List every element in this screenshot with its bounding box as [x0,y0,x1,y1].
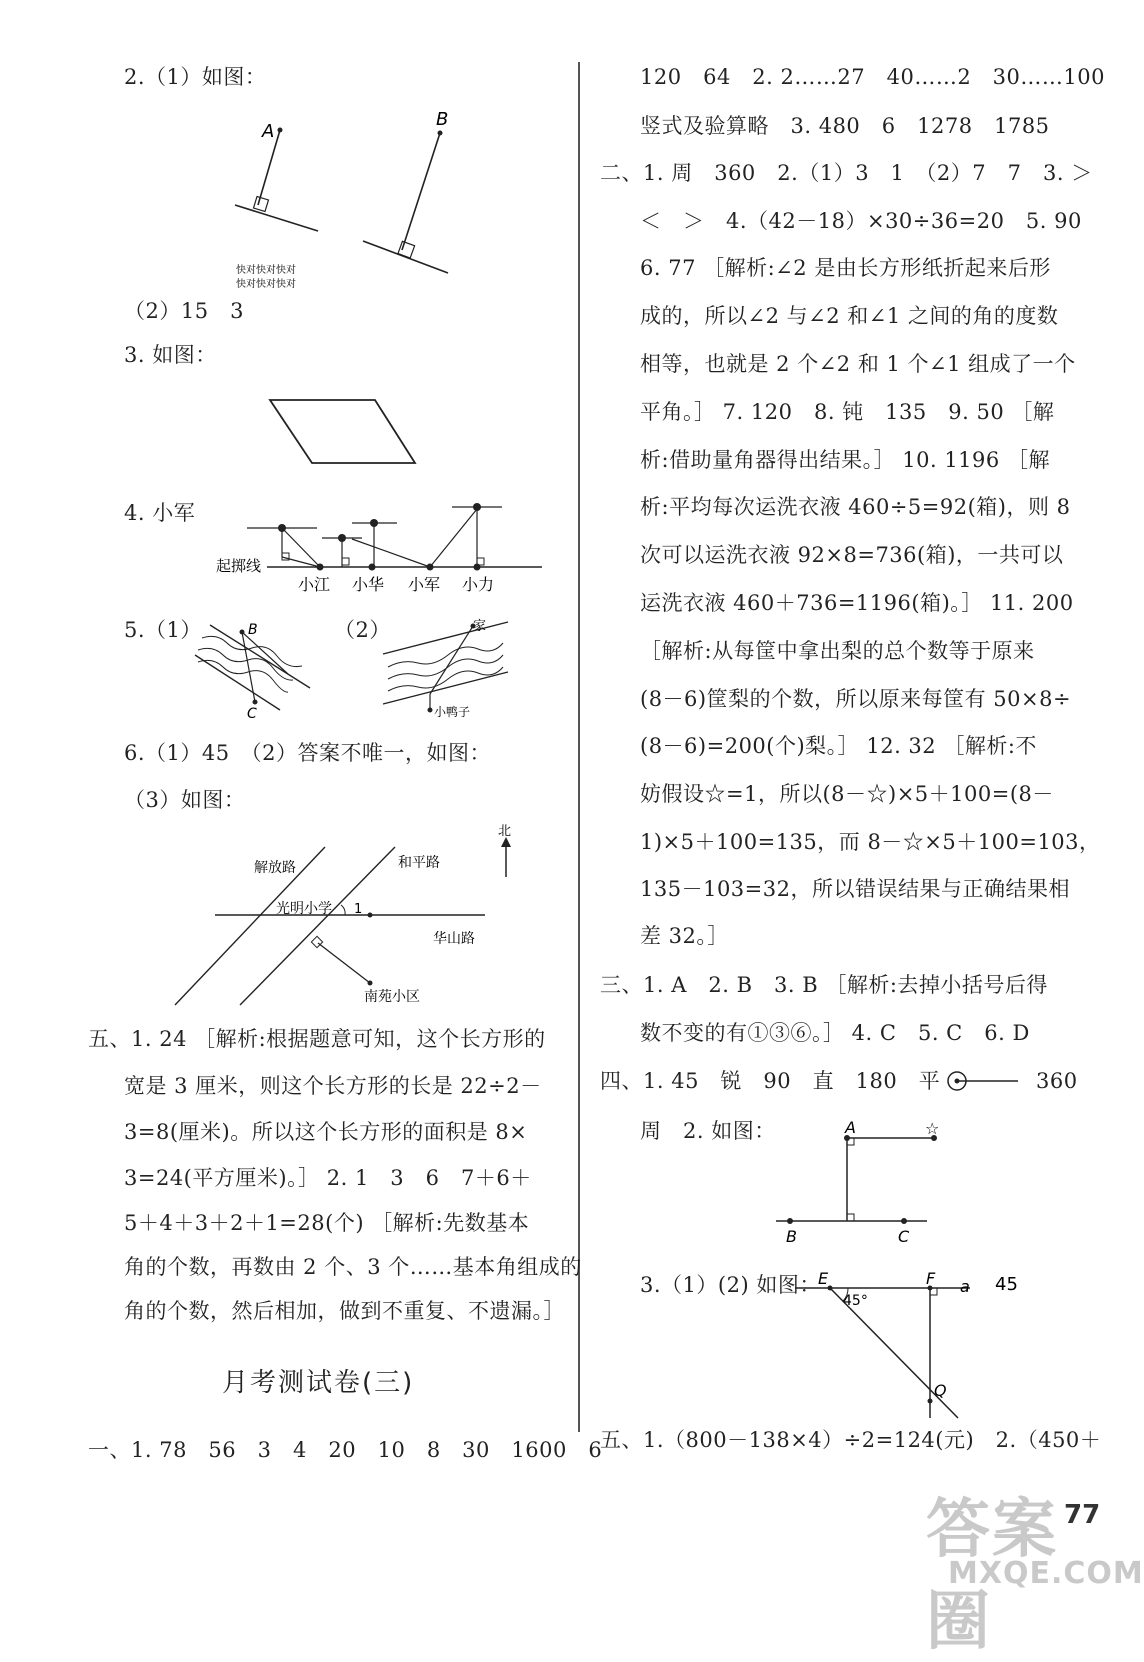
parallelogram-figure [260,395,430,475]
right-line-9: 析:借助量角器得出结果。］ 10. 1196 ［解 [640,448,1050,472]
right-line-10: 析:平均每次运洗衣液 460÷5=92(箱)，则 8 [640,495,1071,519]
s5-line-7: 角的个数，然后相加，做到不重复、不遗漏。］ [124,1299,565,1323]
river-point-c: C [247,706,257,722]
part1-answer-line: 一、1. 78 56 3 4 20 10 8 30 1600 6 [88,1438,603,1462]
section-title: 月考测试卷(三) [222,1368,415,1398]
kid-label-2: 小华 [352,575,385,594]
school-label: 光明小学 [276,901,332,917]
fig3-angle-label: 45° [843,1293,868,1309]
right-line-5: 6. 77 ［解析:∠2 是由长方形纸折起来后形 [640,256,1051,280]
fig3-answer-45: 45 [995,1274,1018,1295]
right-line-19: 差 32。］ [640,924,729,948]
point-b-label: B [436,109,449,130]
s5-line-4: 3=24(平方厘米)。］ 2. 1 3 6 7＋6＋ [124,1166,532,1190]
right-line-8: 平角。］ 7. 120 8. 钝 135 9. 50 ［解 [640,400,1055,424]
road-jiefang: 解放路 [254,860,296,876]
right-line-4: ＜ ＞ 4.（42－18）×30÷36=20 5. 90 [640,209,1082,233]
perpendicular-figure [230,105,470,295]
angle-label: 1 [354,902,363,917]
river-point-b: B [248,622,258,638]
s5-line-3: 3=8(厘米)。所以这个长方形的面积是 8× [124,1120,528,1144]
angle-figure [790,1268,1050,1430]
right-line-17: 1)×5＋100=135，而 8－☆×5＋100=103， [640,830,1101,854]
s4-line-1: 四、1. 45 锐 90 直 180 平 [600,1069,941,1093]
right-line-11: 次可以运洗衣液 92×8=736(箱)，一共可以 [640,543,1064,567]
fig2-point-b: B [786,1227,797,1246]
fig3-point-q: Q [934,1381,947,1400]
river-figure-1 [190,610,320,720]
right-line-7: 相等，也就是 2 个∠2 和 1 个∠1 组成了一个 [640,352,1076,376]
kid-label-1: 小江 [298,575,331,594]
q2-1-label: 2.（1）如图： [124,65,267,89]
watermark-url: MXQE.COM [948,1556,1144,1591]
right-line-14: (8－6)筐梨的个数，所以原来每筐有 50×8÷ [640,687,1072,711]
q2-2-answer: （2）15 3 [124,299,244,323]
s5-line-1: 五、1. 24 ［解析:根据题意可知，这个长方形的 [88,1027,546,1051]
point-a-label: A [262,121,275,142]
road-map-figure [200,825,530,1010]
tiny-text-1: 快对快对快对 [236,265,296,276]
q6-answer: 6.（1）45 （2）答案不唯一，如图： [124,741,491,765]
kid-label-4: 小力 [462,575,495,594]
right-line-13: ［解析:从每筐中拿出梨的总个数等于原来 [640,639,1035,663]
s5-right-line: 五、1.（800－138×4）÷2=124(元) 2.（450＋ [600,1428,1102,1452]
right-line-16: 妨假设☆=1，所以(8－☆)×5＋100=(8－ [640,782,1054,806]
north-label: 北 [498,824,512,839]
s4-360: 360 [1036,1069,1078,1093]
fig3-line-a: a [960,1277,970,1296]
right-line-21: 数不变的有①③⑥。］ 4. C 5. C 6. D [640,1021,1030,1045]
fig3-point-f: F [926,1269,936,1288]
throw-figure [212,495,552,595]
right-line-3: 二、1. 周 360 2.（1）3 1 （2）7 7 3. ＞ [600,161,1093,185]
s5-line-5: 5＋4＋3＋2＋1=28(个) ［解析:先数基本 [124,1211,530,1235]
page-number: 77 [1064,1500,1101,1530]
watermark-text: 答案圈 [926,1493,1058,1659]
right-line-20: 三、1. A 2. B 3. B ［解析:去掉小括号后得 [600,973,1048,997]
fig3-point-e: E [818,1269,829,1288]
s4-q3-label: 3.（1）(2) 如图： [640,1273,821,1297]
right-line-6: 成的，所以∠2 与∠2 和∠1 之间的角的度数 [640,304,1059,328]
right-line-2: 竖式及验算略 3. 480 6 1278 1785 [640,114,1050,138]
fig2-point-a: A [845,1118,856,1137]
road-huashan: 华山路 [433,931,475,947]
q3-label: 3. 如图： [124,343,217,367]
s5-line-6: 角的个数，再数由 2 个、3 个……基本角组成的 [124,1255,582,1279]
river-duck-label: 小鸭子 [434,705,471,719]
kid-label-3: 小军 [408,575,441,594]
ray-icon [946,1070,1020,1092]
fig2-point-c: C [898,1227,910,1246]
throw-line-label: 起掷线 [216,557,262,575]
right-line-18: 135－103=32，所以错误结果与正确结果相 [640,877,1070,901]
river-figure-2 [378,612,518,722]
q5-1-label: 5.（1） [124,618,202,642]
tiny-text-2: 快对快对快对 [236,279,296,290]
s4-line-2: 周 2. 如图： [640,1119,776,1143]
fig2-star: ☆ [925,1119,940,1138]
river-home-label: 家 [473,619,487,634]
road-heping: 和平路 [398,855,440,871]
right-line-1: 120 64 2. 2……27 40……2 30……100 [640,65,1105,89]
right-line-12: 运洗衣液 460＋736=1196(箱)。］ 11. 200 [640,591,1074,615]
perp-parallel-figure [772,1118,947,1246]
right-line-15: (8－6)=200(个)梨。］ 12. 32 ［解析:不 [640,734,1037,758]
nanyuan-label: 南苑小区 [364,989,420,1005]
s5-line-2: 宽是 3 厘米，则这个长方形的长是 22÷2－ [124,1074,542,1098]
q6-3-label: （3）如图： [124,788,246,812]
q4-answer: 4. 小军 [124,501,196,525]
q5-2-label: （2） [334,618,391,642]
column-divider [578,62,580,1432]
